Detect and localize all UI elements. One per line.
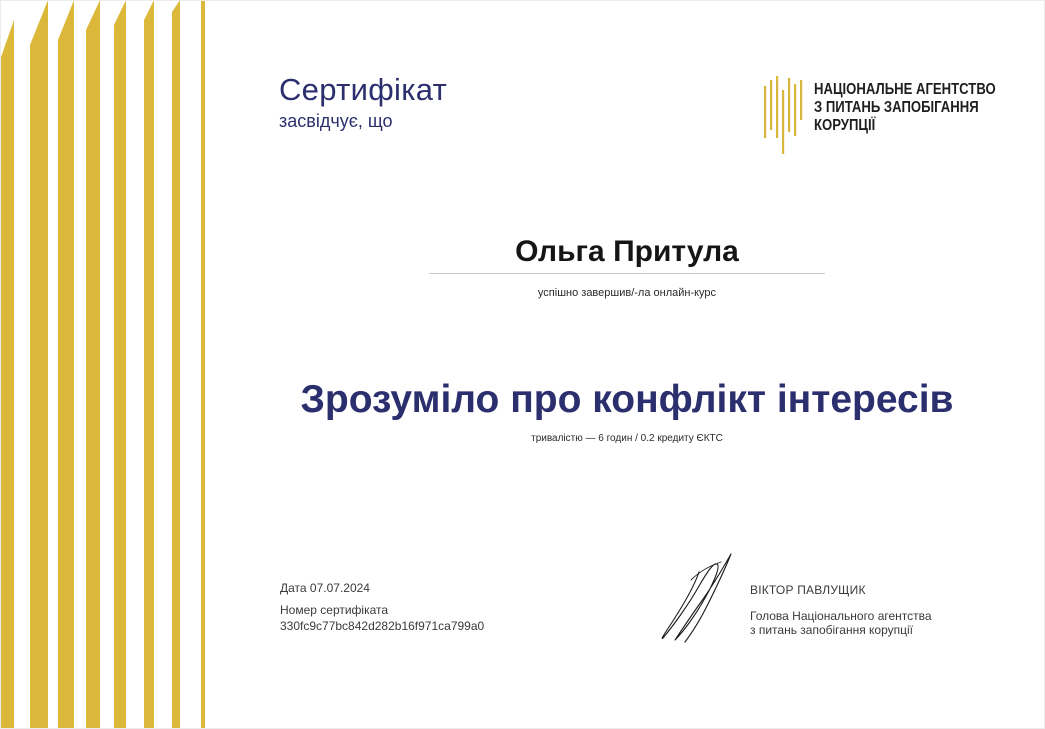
certificate-title: Сертифікат xyxy=(279,72,448,107)
certificate-header xyxy=(279,72,447,132)
recipient-name: Ольга Притула xyxy=(515,235,739,268)
stripe-2 xyxy=(30,0,48,729)
agency-logo xyxy=(764,76,994,154)
date-value: 07.07.2024 xyxy=(309,581,370,595)
stripe-5 xyxy=(114,0,126,729)
stripe-8 xyxy=(201,0,205,729)
certificate-number-label: Номер сертифіката xyxy=(280,603,389,617)
course-duration: тривалістю — 6 годин / 0.2 кредиту ЄКТС xyxy=(531,433,723,444)
decorative-stripes xyxy=(0,0,210,729)
signer-name: ВІКТОР ПАВЛУЩИК xyxy=(750,583,866,597)
logo-line-3: КОРУПЦІЇ xyxy=(814,117,876,134)
signer-block xyxy=(750,583,932,637)
stripe-6 xyxy=(144,0,154,729)
recipient-underline xyxy=(429,273,825,274)
certificate-subtitle: засвідчує, що xyxy=(279,111,393,131)
certificate-meta xyxy=(280,580,484,634)
stripe-7 xyxy=(172,0,180,729)
date-row xyxy=(280,580,484,596)
agency-logo-text xyxy=(814,81,996,135)
stripe-1 xyxy=(0,20,14,729)
agency-logo-mark-icon xyxy=(764,76,808,154)
signer-position-line-1: Голова Національного агентства xyxy=(750,609,932,623)
stripe-3 xyxy=(58,0,74,729)
logo-line-2: З ПИТАНЬ ЗАПОБІГАННЯ xyxy=(814,99,979,116)
stripe-4 xyxy=(86,0,100,729)
certificate-number-value: 330fc9c77bc842d282b16f971ca799a0 xyxy=(280,619,485,633)
logo-line-1: НАЦІОНАЛЬНЕ АГЕНТСТВО xyxy=(814,81,996,98)
signer-position-line-2: з питань запобігання корупції xyxy=(750,623,914,637)
signature-icon xyxy=(655,550,737,645)
completed-text: успішно завершив/-ла онлайн-курс xyxy=(537,287,717,299)
course-title: Зрозуміло про конфлікт інтересів xyxy=(300,378,954,421)
date-label: Дата xyxy=(280,581,307,595)
